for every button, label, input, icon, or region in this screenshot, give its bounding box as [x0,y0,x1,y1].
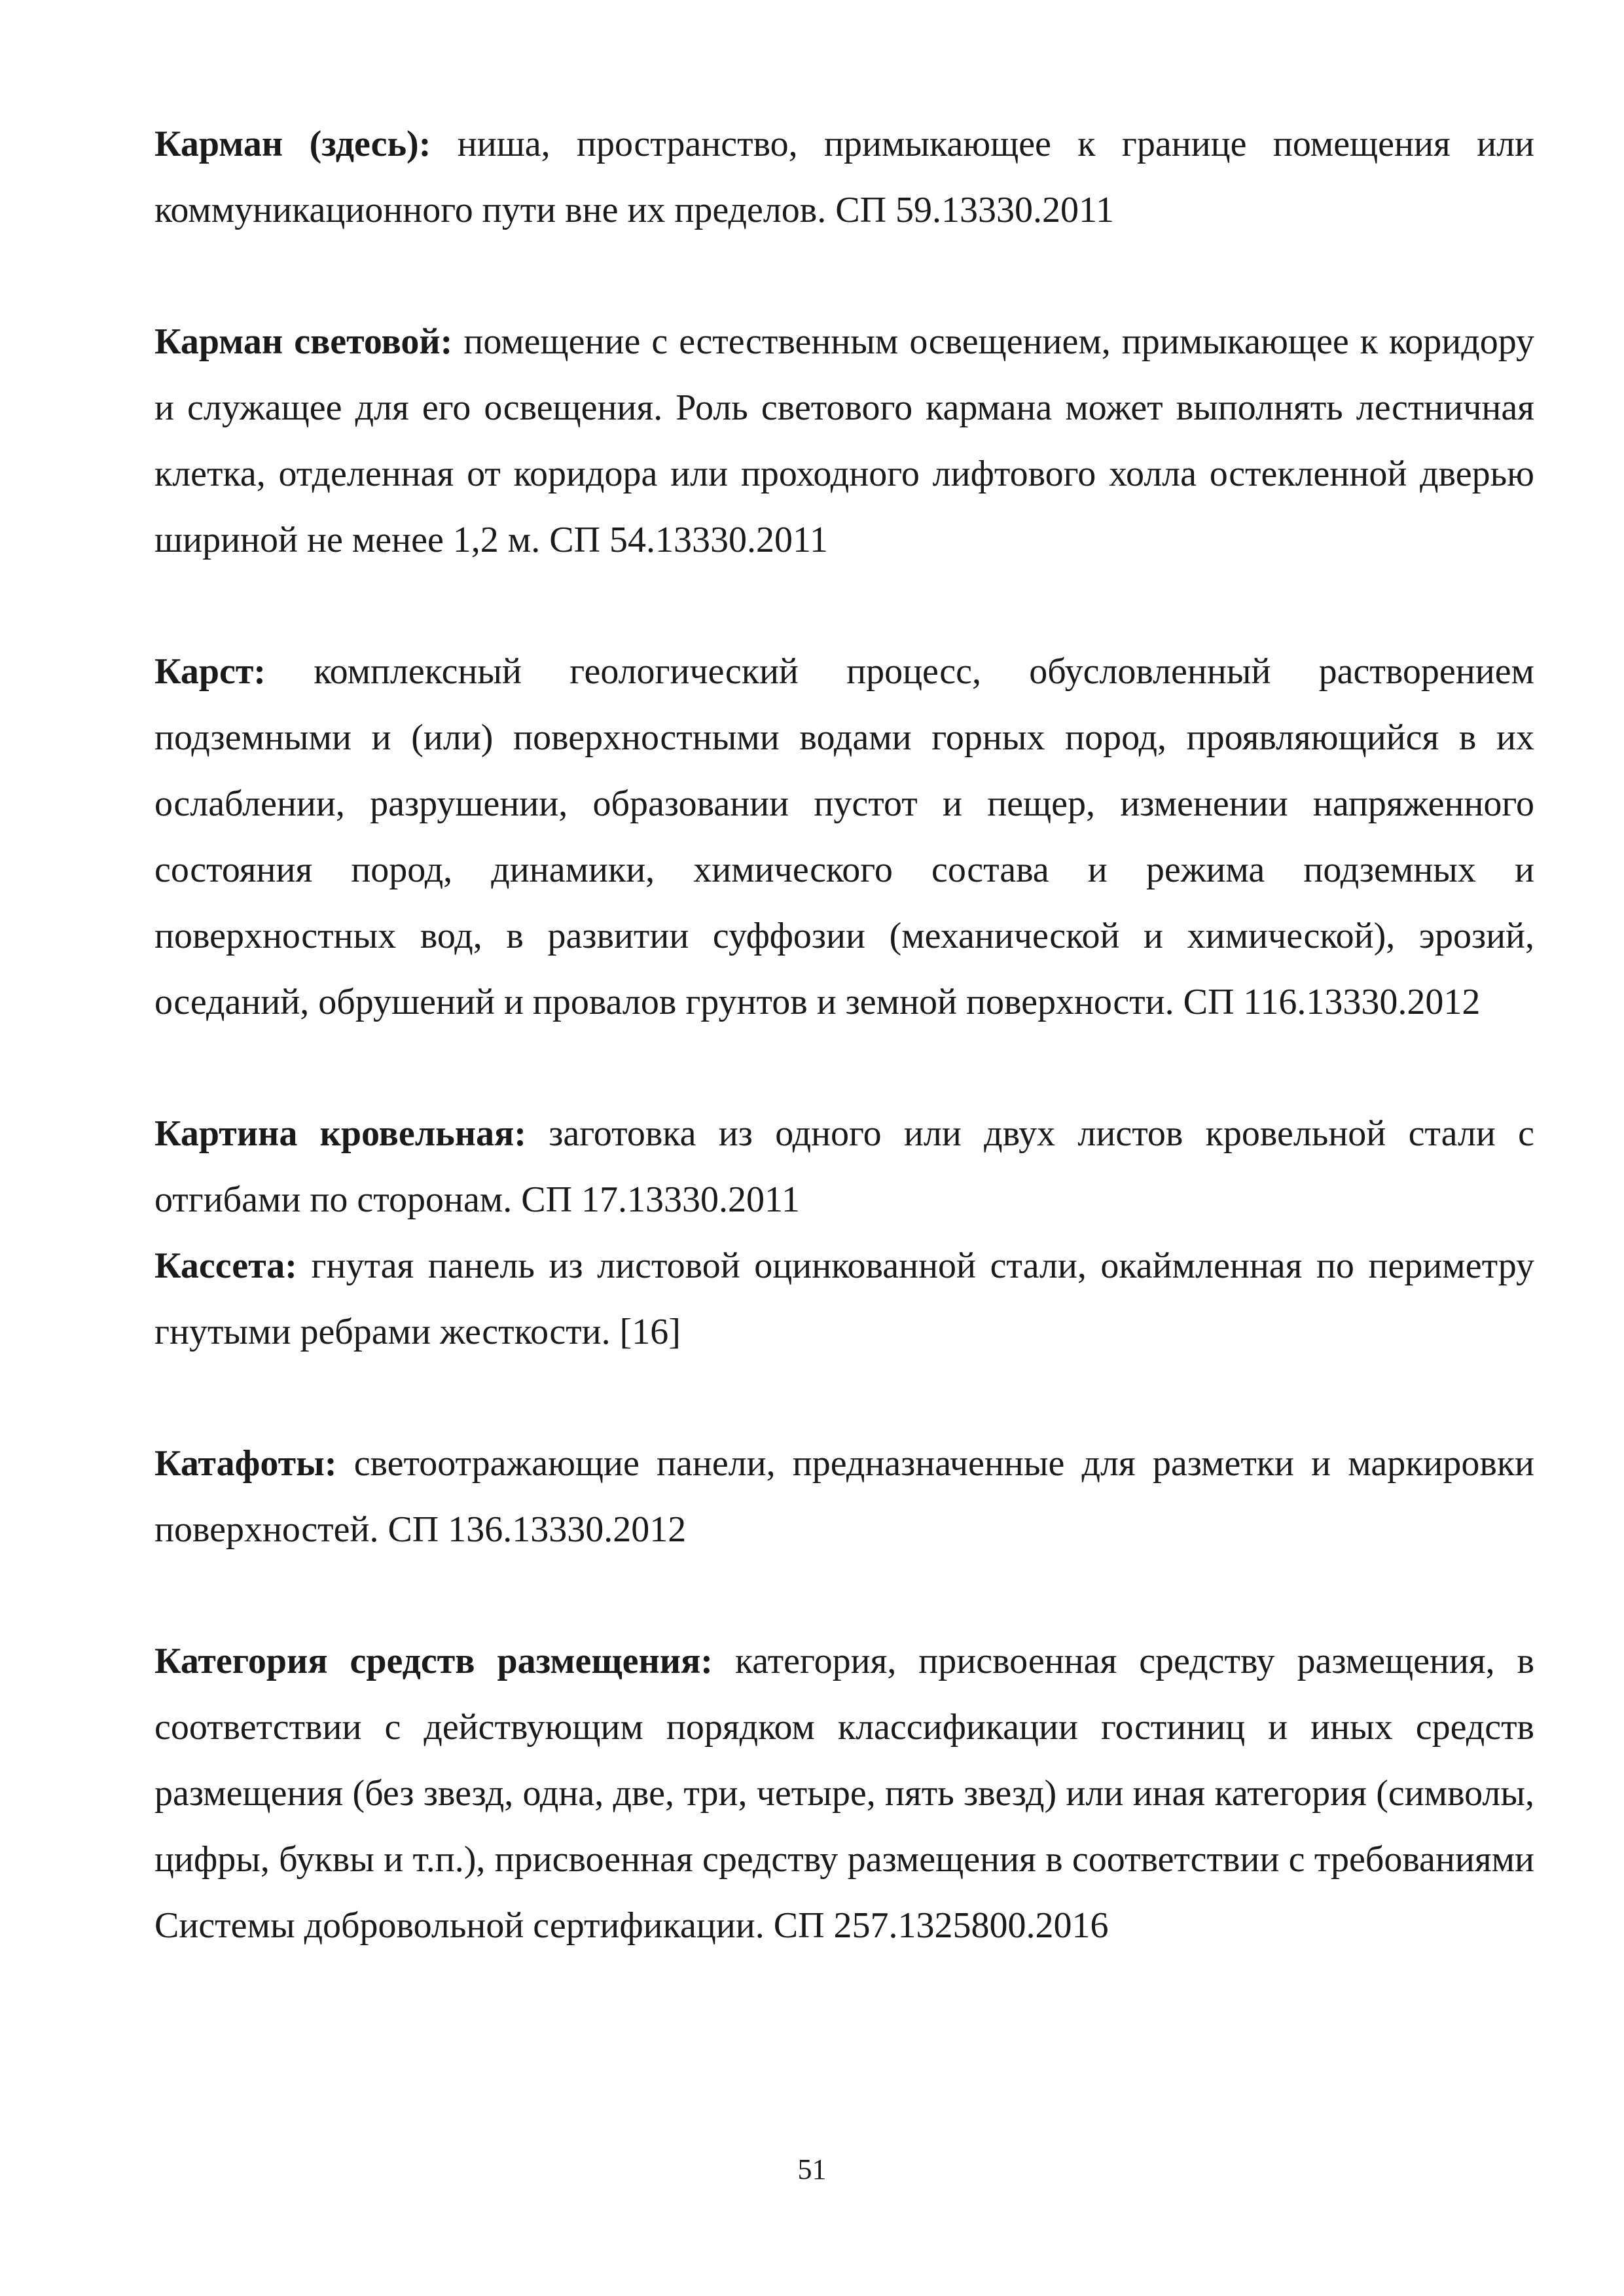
entry-definition: категория, присвоенная средству размещения, в соответствии с действующим порядком классификации гостиниц и иных средств размещения (без звезд, одна, две, три, четыре, пять звезд) или иная категория (символы, цифры, буквы и т.п.), присвоенная средству размещения в соответствии с требованиями Системы добровольной сертификации. СП 257.1325800.2016 [154,1641,1535,1946]
entry-definition: помещение с естественным освещением, примыкающее к коридору и служащее для его освещения. Роль светового кармана может выполнять лестничная клетка, отделенная от коридора или проходного лифтового холла остекленной дверью шириной не менее 1,2 м. СП 54.13330.2011 [154,321,1535,560]
glossary-content [154,111,1534,1959]
glossary-entry-karman [154,111,1534,243]
entry-term: Категория средств размещения: [154,1641,713,1681]
entry-term: Карст: [154,651,266,692]
entry-definition: ниша, пространство, примыкающее к границе помещения или коммуникационного пути вне их пределов. СП 59.13330.2011 [154,124,1534,230]
entry-term: Катафоты: [154,1443,337,1484]
entry-definition: заготовка из одного или двух листов кровельной стали с отгибами по сторонам. СП 17.13330.2011 [154,1113,1535,1220]
glossary-entry-katafoty [154,1431,1534,1563]
glossary-entry-kategoriya-sredstv-razmeshcheniya [154,1628,1534,1959]
page-number: 51 [797,2153,827,2185]
entry-definition: гнутая панель из листовой оцинкованной стали, окаймленная по периметру гнутыми ребрами жесткости. [16] [154,1246,1535,1352]
glossary-entry-karman-svetovoy [154,309,1534,573]
entry-term: Картина кровельная: [154,1113,526,1154]
entry-definition: комплексный геологический процесс, обусловленный растворением подземными и (или) поверхностными водами горных пород, проявляющийся в их ослаблении, разрушении, образовании пустот и пещер, изменении напряженного состояния пород, динамики, химического состава и режима подземных и поверхностных вод, в развитии суффозии (механической и химической), эрозий, оседаний, обрушений и провалов грунтов и земной поверхности. СП 116.13330.2012 [154,651,1534,1022]
glossary-entry-kasseta [154,1233,1534,1365]
entry-term: Карман (здесь): [154,124,431,164]
entry-definition: светоотражающие панели, предназначенные для разметки и маркировки поверхностей. СП 136.13330.2012 [154,1443,1535,1550]
entry-term: Кассета: [154,1246,297,1286]
glossary-entry-kartina-krovelnaya [154,1101,1534,1233]
glossary-entry-karst [154,639,1534,1035]
entry-term: Карман световой: [154,321,453,362]
